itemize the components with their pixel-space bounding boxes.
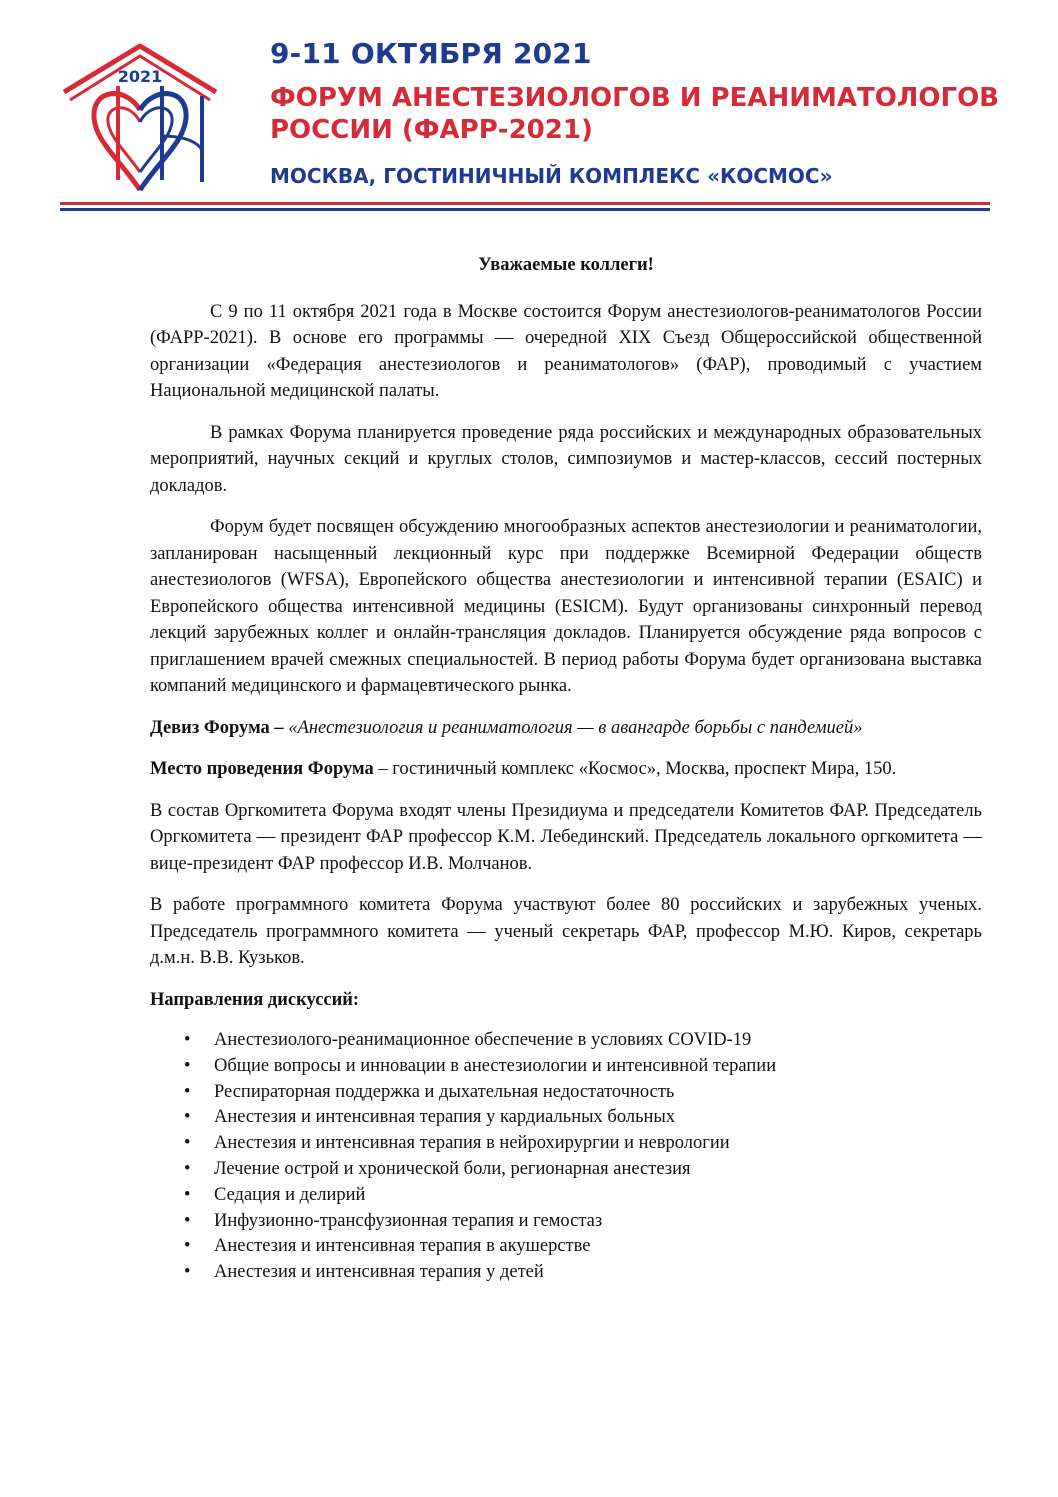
bullet-icon: • bbox=[184, 1055, 191, 1076]
page-header bbox=[270, 36, 1010, 190]
header-divider bbox=[60, 202, 990, 214]
logo-year: 2021 bbox=[117, 67, 163, 86]
bullet-icon: • bbox=[184, 1210, 191, 1231]
motto-label: Девиз Форума bbox=[150, 717, 270, 738]
bullet-icon: • bbox=[184, 1081, 191, 1102]
venue-info bbox=[150, 756, 982, 783]
paragraph-committee: В состав Оргкомитета Форума входят члены Президиума и председатели Комитетов ФАР. Председатель Оргкомитета — президент ФАР профессор К.М. Лебединский. Председатель локального оргкомитета — вице-президент ФАР профессор И.В. Молчанов. bbox=[150, 800, 982, 874]
event-date: 9-11 ОКТЯБРЯ 2021 bbox=[270, 37, 592, 70]
list-item: • Лечение острой и хронической боли, регионарная анестезия bbox=[150, 1157, 982, 1183]
farr-logo bbox=[56, 40, 224, 200]
venue-text: – гостиничный комплекс «Космос», Москва, проспект Мира, 150. bbox=[373, 759, 897, 779]
event-title-line1: ФОРУМ АНЕСТЕЗИОЛОГОВ И РЕАНИМАТОЛОГОВ bbox=[270, 83, 999, 113]
topics-title: Направления дискуссий: bbox=[150, 989, 360, 1010]
paragraph-events: В рамках Форума планируется проведение ряда российских и международных образовательных мероприятий, научных секций и круглых столов, симпозиумов и мастер-классов, сессий постерных докладов. bbox=[150, 422, 982, 496]
list-item: • Респираторная поддержка и дыхательная недостаточность bbox=[150, 1080, 982, 1106]
bullet-icon: • bbox=[184, 1262, 191, 1283]
event-venue: МОСКВА, ГОСТИНИЧНЫЙ КОМПЛЕКС «КОСМОС» bbox=[270, 164, 833, 188]
motto-text: «Анестезиология и реаниматология — в авангарде борьбы с пандемией» bbox=[288, 717, 863, 738]
bullet-icon: • bbox=[184, 1158, 191, 1179]
list-item: • Анестезиолого-реанимационное обеспечение в условиях COVID-19 bbox=[150, 1028, 982, 1054]
paragraph-lectures: Форум будет посвящен обсуждению многообразных аспектов анестезиологии и реаниматологии, запланирован насыщенный лекционный курс при поддержке Всемирной Федерации обществ анестезиологов (WFSA), Европейского общества анестезиологии и интенсивной терапии (ESAIC) и Европейского общества интенсивной медицины (ESICM). Будут организованы синхронный перевод лекций зарубежных коллег и онлайн-трансляция докладов. Планируется обсуждение ряда вопросов с приглашением врачей смежных специальностей. В период работы Форума будет организована выставка компаний медицинского и фармацевтического рынка. bbox=[150, 517, 982, 696]
divider-red-stripe bbox=[60, 202, 990, 205]
motto-dash: – bbox=[269, 717, 289, 738]
list-item: • Общие вопросы и инновации в анестезиологии и интенсивной терапии bbox=[150, 1054, 982, 1080]
event-title bbox=[270, 82, 1010, 146]
topics-list bbox=[150, 1028, 982, 1286]
event-title-line2: РОССИИ (ФАРР-2021) bbox=[270, 115, 593, 145]
paragraph-program: В работе программного комитета Форума участвуют более 80 российских и зарубежных ученых. Председатель программного комитета — ученый секретарь ФАР, профессор М.Ю. Киров, секретарь д.м.н. В.В. Кузьков. bbox=[150, 895, 982, 968]
bullet-icon: • bbox=[184, 1133, 191, 1154]
bullet-icon: • bbox=[184, 1030, 191, 1050]
list-item: • Анестезия и интенсивная терапия у кардиальных больных bbox=[150, 1105, 982, 1131]
bullet-icon: • bbox=[184, 1184, 191, 1205]
paragraph-intro: С 9 по 11 октября 2021 года в Москве состоится Форум анестезиологов-реаниматологов России (ФАРР-2021). В основе его программы — очередной XIX Съезд Общероссийской общественной организации «Федерация анестезиологов и реаниматологов» (ФАР), проводимый с участием Национальной медицинской палаты. bbox=[150, 301, 982, 401]
divider-blue-stripe bbox=[60, 208, 990, 211]
greeting: Уважаемые коллеги! bbox=[478, 255, 654, 275]
list-item: • Седация и делирий bbox=[150, 1183, 982, 1209]
motto bbox=[150, 715, 982, 742]
bullet-icon: • bbox=[184, 1236, 191, 1257]
list-item: • Инфузионно-трансфузионная терапия и гемостаз bbox=[150, 1209, 982, 1235]
bullet-icon: • bbox=[184, 1107, 191, 1128]
list-item: • Анестезия и интенсивная терапия в нейрохирургии и неврологии bbox=[150, 1131, 982, 1157]
list-item: • Анестезия и интенсивная терапия в акушерстве bbox=[150, 1234, 982, 1260]
venue-label: Место проведения Форума bbox=[150, 759, 374, 779]
list-item: • Анестезия и интенсивная терапия у детей bbox=[150, 1260, 982, 1286]
letter-body bbox=[150, 252, 982, 1286]
